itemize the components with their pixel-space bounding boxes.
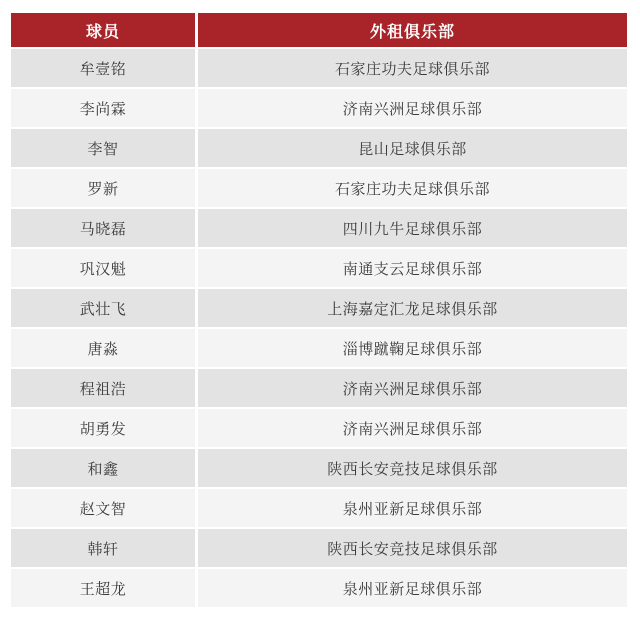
- player-cell: 李尚霖: [11, 89, 195, 127]
- club-cell: 上海嘉定汇龙足球俱乐部: [198, 289, 627, 327]
- club-cell: 济南兴洲足球俱乐部: [198, 369, 627, 407]
- table-row: [11, 129, 627, 167]
- table-row: [11, 449, 627, 487]
- player-cell: 胡勇发: [11, 409, 195, 447]
- table-row: [11, 209, 627, 247]
- player-cell: 李智: [11, 129, 195, 167]
- table-row: [11, 49, 627, 87]
- club-cell: 陕西长安竞技足球俱乐部: [198, 449, 627, 487]
- club-cell: 南通支云足球俱乐部: [198, 249, 627, 287]
- club-cell: 济南兴洲足球俱乐部: [198, 89, 627, 127]
- club-cell: 泉州亚新足球俱乐部: [198, 569, 627, 607]
- table-row: [11, 329, 627, 367]
- player-cell: 韩轩: [11, 529, 195, 567]
- player-cell: 唐淼: [11, 329, 195, 367]
- club-cell: 四川九牛足球俱乐部: [198, 209, 627, 247]
- table-row: [11, 169, 627, 207]
- player-cell: 马晓磊: [11, 209, 195, 247]
- club-cell: 济南兴洲足球俱乐部: [198, 409, 627, 447]
- header-player: 球员: [11, 13, 195, 47]
- player-cell: 武壮飞: [11, 289, 195, 327]
- club-cell: 陕西长安竞技足球俱乐部: [198, 529, 627, 567]
- player-cell: 罗新: [11, 169, 195, 207]
- table-body: [11, 49, 627, 607]
- player-cell: 程祖浩: [11, 369, 195, 407]
- player-cell: 王超龙: [11, 569, 195, 607]
- table-row: [11, 409, 627, 447]
- player-cell: 牟壹铭: [11, 49, 195, 87]
- club-cell: 昆山足球俱乐部: [198, 129, 627, 167]
- table-header-row: [11, 13, 627, 47]
- table-row: [11, 89, 627, 127]
- table-row: [11, 249, 627, 287]
- club-cell: 淄博蹴鞠足球俱乐部: [198, 329, 627, 367]
- club-cell: 泉州亚新足球俱乐部: [198, 489, 627, 527]
- club-cell: 石家庄功夫足球俱乐部: [198, 169, 627, 207]
- club-cell: 石家庄功夫足球俱乐部: [198, 49, 627, 87]
- player-cell: 和鑫: [11, 449, 195, 487]
- table-row: [11, 489, 627, 527]
- loan-table-container: [8, 11, 630, 609]
- table-row: [11, 369, 627, 407]
- table-row: [11, 569, 627, 607]
- table-row: [11, 289, 627, 327]
- loan-table: [8, 11, 630, 609]
- header-club: 外租俱乐部: [198, 13, 627, 47]
- table-row: [11, 529, 627, 567]
- player-cell: 巩汉魁: [11, 249, 195, 287]
- player-cell: 赵文智: [11, 489, 195, 527]
